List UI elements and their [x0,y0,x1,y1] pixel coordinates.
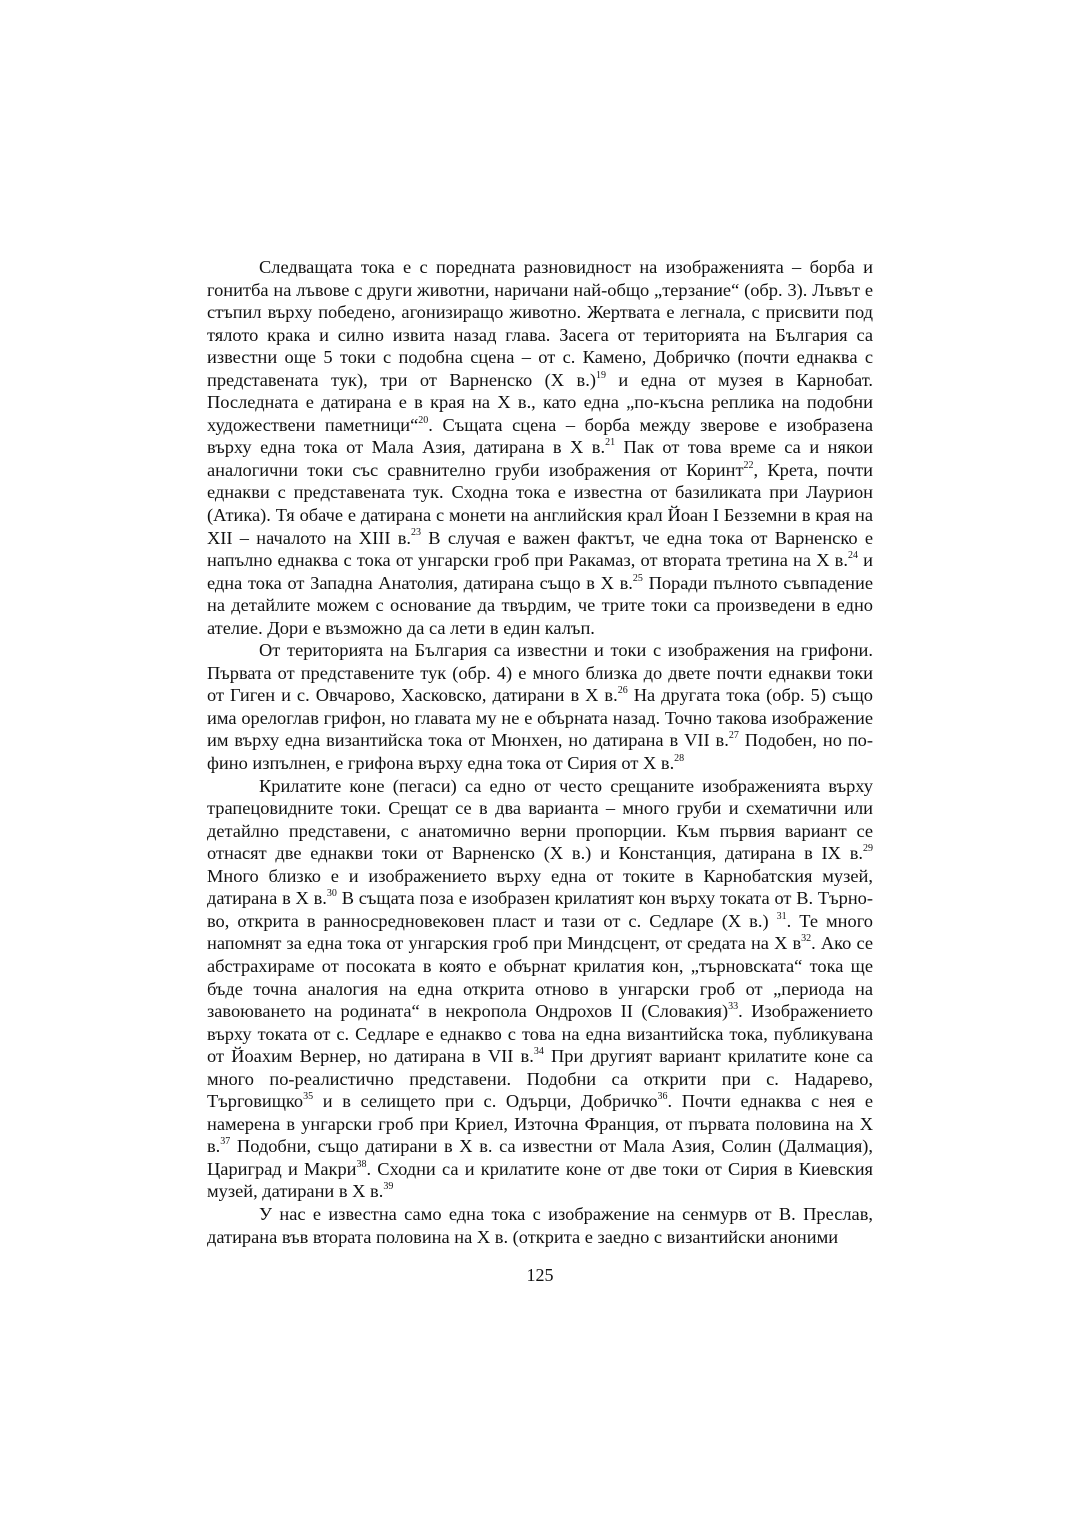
text-segment: и една тока от Западна Анатолия, датирана също в X в. [207,550,873,593]
footnote-ref: 34 [533,1046,544,1058]
footnote-ref: 29 [863,843,873,855]
paragraph [207,639,873,774]
text-segment: На другата тока (обр. 5) също има орелоглав грифон, но главата му не е обърната назад. Точно такова изображение им върху една византийска тока от Мюнхен, но датирана в VII в. [207,685,873,751]
footnote-ref: 26 [617,685,628,697]
text-segment: . Почти еднаква с нея е намерена в унгарски гроб при Криел, Източна Франция, от първата половина на X в. [207,1091,873,1157]
text-segment: Крилатите коне (пегаси) са едно от често срещаните изображенията върху трапецовидните токи. Срещат се в два варианта – много груби и схематични или детайлно представени, с анатомично верни пропорции. Към първия вариант се отнасят две еднакви токи от Варненско (X в.) и Констанция, датирана в IX в. [207,775,873,864]
text-segment: Подобен, но по-фино изпълнен, е грифона върху една тока от Сирия от X в. [207,730,873,774]
paragraph [207,775,873,1203]
footnote-ref: 31 [776,910,787,922]
text-segment: . Сходни са и крилатите коне от две токи от Сирия в Киевския музей, датирани в X в. [207,1158,873,1202]
footnote-ref: 25 [632,572,643,584]
footnote-ref: 28 [674,752,685,764]
text-segment: Подобни, също датирани в X в. са известни от Мала Азия, Солин (Далмация), Цариград и Макри [207,1136,873,1179]
text-segment: . Същата сцена – борба между зверове е изобразена върху една тока от Мала Азия, датирана в X в. [207,414,873,458]
text-segment: . Те много напомнят за една тока от унгарския гроб при Миндсцент, от средата на X в [207,910,873,954]
footnote-ref: 27 [728,730,739,742]
text-segment: и една от музея в Карнобат. Последната е датирана е в края на X в., като една „по-късна реплика на подобни художествени паметници“ [207,369,873,435]
footnote-ref: 21 [605,437,616,449]
footnote-ref: 30 [326,888,337,900]
paragraph [207,1203,873,1248]
text-segment: При другият вариант крилатите коне са много по-реалистично представени. Подобни са открити при с. Надарево, Търговищко [207,1046,873,1112]
text-segment: От територията на България са известни и токи с изображения на грифони. Първата от представените тук (обр. 4) е много близка до двете почти еднакви токи от Гиген и с. Овчарово, Хасковско, датирани в X в. [207,640,873,706]
paragraph [207,256,873,639]
text-segment: Поради пълното съвпадение на детайлите можем с основание да твърдим, че трите токи са произведени в едно ателие. Дори е възможно да са лети в един калъп. [207,572,873,638]
footnote-ref: 23 [411,527,421,539]
body-text [207,256,873,1248]
footnote-ref: 38 [356,1158,367,1170]
footnote-ref: 35 [303,1091,314,1103]
footnote-ref: 24 [847,549,858,561]
footnote-ref: 33 [728,1000,739,1012]
text-segment: . Изображението върху токата от с. Седларе е еднакво с това на една византийска тока, публикувана от Йоахим Вернер, но датирана в VII в. [207,1001,873,1067]
page-number: 125 [526,1265,554,1285]
footnote-ref: 20 [418,414,429,426]
footnote-ref: 39 [383,1181,394,1193]
footnote-ref: 37 [220,1136,231,1148]
text-segment: , Крета, почти еднакви с представената тук. Сходна тока е известна от базиликата при Лаурион (Атика). Тя обаче е датирана с монети на английския крал Йоан I Безземни в края на XII – началото на XIII в. [207,459,873,548]
text-segment: В случая е важен фактът, че една тока от Варненско е напълно еднаква с тока от унгарски гроб при Ракамаз, от втората третина на X в. [207,527,873,571]
text-segment: и в селището при с. Одърци, Добричко [313,1091,658,1112]
text-segment: . Ако се абстрахираме от посоката в която е обърнат крилатия кон, „търновската“ тока ще бъде точна аналогия на една открита отново в унгарски гроб от „периода на завоюването на родината“ в некропола Ондрохов II (Словакия) [207,933,873,1022]
footnote-ref: 36 [657,1091,668,1103]
text-segment: У нас е известна само една тока с изображение на сенмурв от В. Преслав, датирана във втората половина на X в. (открита е заедно с византийски аноними [207,1203,873,1247]
text-segment: Следващата тока е с поредната разновидност на изображенията – борба и гонитба на лъвове с други животни, наричани най-общо „терзание“ (обр. 3). Лъвът е стъпил върху победено, агонизиращо животно. Жертвата е легнала, с присвити под тялото крака и силно извита назад глава. Засега от територията на България са известни още 5 токи с подобна сцена – от с. Камено, Добричко (почти еднаква с представената тук), три от Варненско (X в.) [207,257,873,390]
text-segment: Много близко е и изображението върху една от токите в Карнобатския музей, датирана в X в. [207,865,873,909]
text-segment: В същата поза е изобразен крилатият кон върху токата от В. Търново, открита в ранносредновековен пласт и тази от с. Седларе (X в.) [207,888,873,931]
footnote-ref: 32 [801,933,812,945]
footnote-ref: 19 [595,369,606,381]
footnote-ref: 22 [743,459,754,471]
text-segment: Пак от това време са и някои аналогични токи със сравнително груби изображения от Коринт [207,437,873,480]
